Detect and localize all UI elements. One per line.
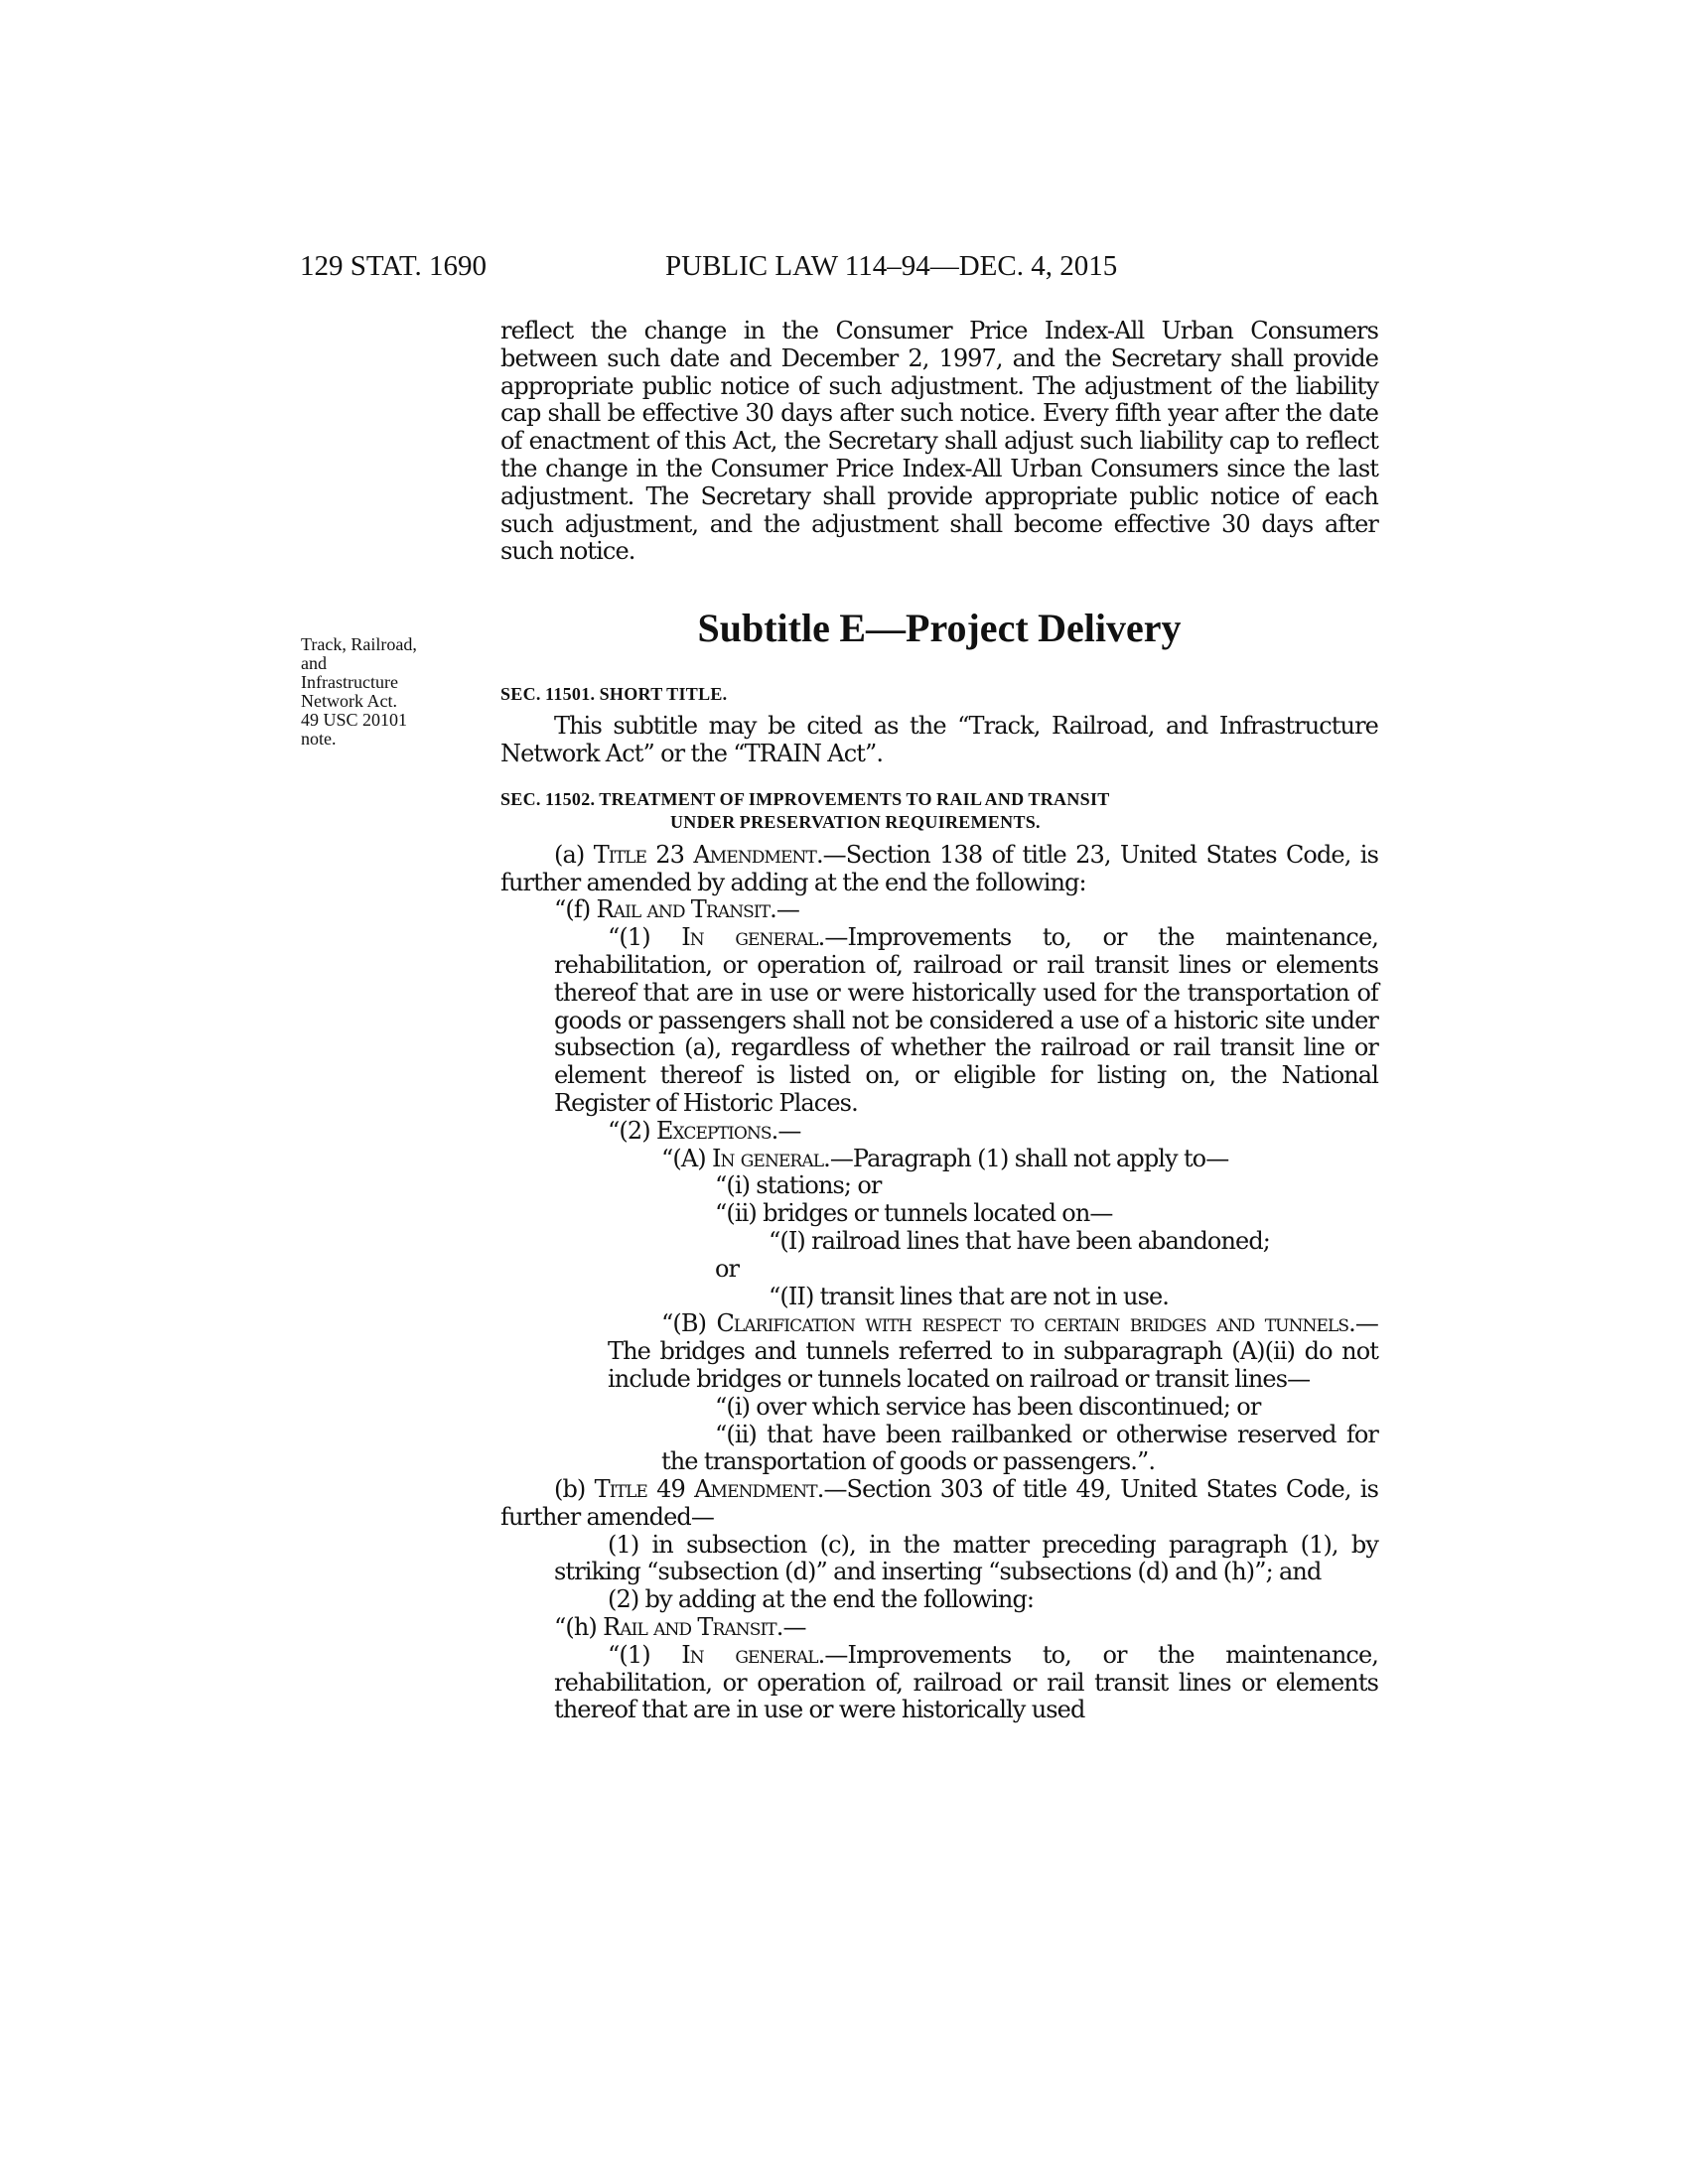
section-11501-text: This subtitle may be cited as the “Track, Railroad, and Infrastructure Network Act” or the “TRAIN Act”. [500,712,1378,767]
paragraph-h1-prefix: “(1) [608,1640,682,1669]
subsection-f-heading [500,896,1378,924]
margin-note-line: Track, Railroad, [301,634,417,654]
paragraph-h1 [500,1642,1378,1724]
paragraph-f2-suffix: .— [771,1116,801,1145]
page-header [0,246,1688,286]
section-11501-heading: SEC. 11501. SHORT TITLE. [500,684,728,705]
paragraph-f1 [500,924,1378,1118]
subsection-h-suffix: .— [775,1613,806,1642]
subsection-a-prefix: (a) [554,840,594,869]
subsection-b-text: .—Section 303 of title 49, United States Code, is further amended— [500,1475,1378,1531]
clause-f2B-i: “(i) over which service has been discontinued; or [715,1392,1261,1421]
paragraph-f2-prefix: “(2) [608,1116,656,1145]
paragraph-f1-label: In general [681,923,818,952]
clause-f2B-ii: “(ii) that have been railbanked or otherwise reserved for the transportation of goods or passengers.”. [661,1420,1378,1476]
paragraph-h1-text: .—Improvements to, or the maintenance, rehabilitation, or operation of, railroad or rail transit lines or elements thereof that are in use or were historically used [554,1640,1378,1724]
margin-note-line: Infrastructure [301,672,398,692]
subparagraph-f2B-text: .—The bridges and tunnels referred to in subparagraph (A)(ii) do not include bridges or tunnels located on railroad or transit lines— [608,1309,1379,1393]
margin-note-line: Network Act. [301,691,397,711]
paragraph-h1-label: In general [681,1640,818,1669]
statute-page-citation: 129 STAT. 1690 [300,250,488,282]
paragraph-f2 [500,1118,1378,1146]
subsection-f-suffix: .— [770,895,800,924]
subtitle-heading: Subtitle E—Project Delivery [697,606,1182,651]
subparagraph-f2A-prefix: “(A) [661,1144,712,1172]
continued-paragraph: reflect the change in the Consumer Price Index-All Urban Consumers between such date and December 2, 1997, and the Secretary shall provide appropriate public notice of such adjustment. The adjustment of the liability cap shall be effective 30 days after such notice. Every fifth year after the date of enactment of this Act, the Secretary shall adjust such liability cap to reflect the change in the Consumer Price Index-All Urban Consumers since the last adjustment. The Secretary shall provide appropriate public notice of each such adjustment, and the adjustment shall become effective 30 days after such notice. [500,317,1378,566]
paragraph-f1-text: .—Improvements to, or the maintenance, rehabilitation, or operation of, railroad or rail transit lines or elements thereof that are in use or were historically used for the transportation of goods or passengers shall not be considered a use of a historic site under subsection (a), regardless of whether the railroad or rail transit line or element thereof is listed on, or eligible for listing on, the National Register of Historic Places. [554,923,1378,1117]
subparagraph-f2B-prefix: “(B) [661,1309,717,1338]
subsection-h-heading [500,1614,1378,1642]
clause-f2A-ii: “(ii) bridges or tunnels located on— [715,1199,1113,1228]
subclause-f2A-ii-II: “(II) transit lines that are not in use. [769,1282,1170,1310]
subsection-f-label: Rail and Transit [596,895,771,924]
margin-note [301,635,475,749]
margin-note-line: note. [301,729,337,749]
subclause-connector-or: or [715,1254,740,1283]
margin-note-line: and [301,653,327,673]
subclause-f2A-ii-I: “(I) railroad lines that have been abandoned; [769,1226,1270,1255]
clause-f2A-i: “(i) stations; or [715,1171,882,1200]
subsection-f-prefix: “(f) [554,895,597,924]
subparagraph-f2A [500,1146,1378,1173]
subsection-a-text: .—Section 138 of title 23, United States Code, is further amended by adding at the end the following: [500,840,1378,896]
subparagraph-f2A-text: .—Paragraph (1) shall not apply to— [823,1144,1229,1172]
paragraph-b1: (1) in subsection (c), in the matter preceding paragraph (1), by striking “subsection (d)” and inserting “subsections (d) and (h)”; and [554,1530,1378,1586]
margin-note-line: 49 USC 20101 [301,710,408,730]
section-11502-heading [500,788,1378,834]
paragraph-f2-label: Exceptions [655,1116,772,1145]
paragraph-f1-prefix: “(1) [608,923,682,952]
paragraph-b2: (2) by adding at the end the following: [608,1585,1035,1614]
section-11502-heading-line1: SEC. 11502. TREATMENT OF IMPROVEMENTS TO RAIL AND TRANSIT [500,788,1110,809]
subsection-b-label: Title 49 Amendment [594,1475,817,1504]
body-text-column [500,318,1378,1724]
subsection-a-label: Title 23 Amendment [593,840,816,869]
subparagraph-f2B-label: Clarification with respect to certain bridges and tunnels [716,1309,1349,1338]
subparagraph-f2A-label: In general [711,1144,824,1172]
subsection-a [500,842,1378,897]
subsection-h-prefix: “(h) [554,1613,604,1642]
subsection-b-prefix: (b) [554,1475,595,1504]
subparagraph-f2B [500,1310,1378,1393]
subsection-b [500,1476,1378,1532]
public-law-citation: PUBLIC LAW 114–94—DEC. 4, 2015 [665,250,1118,282]
subsection-h-label: Rail and Transit [603,1613,776,1642]
section-11502-heading-line2: UNDER PRESERVATION REQUIREMENTS. [670,811,1041,832]
